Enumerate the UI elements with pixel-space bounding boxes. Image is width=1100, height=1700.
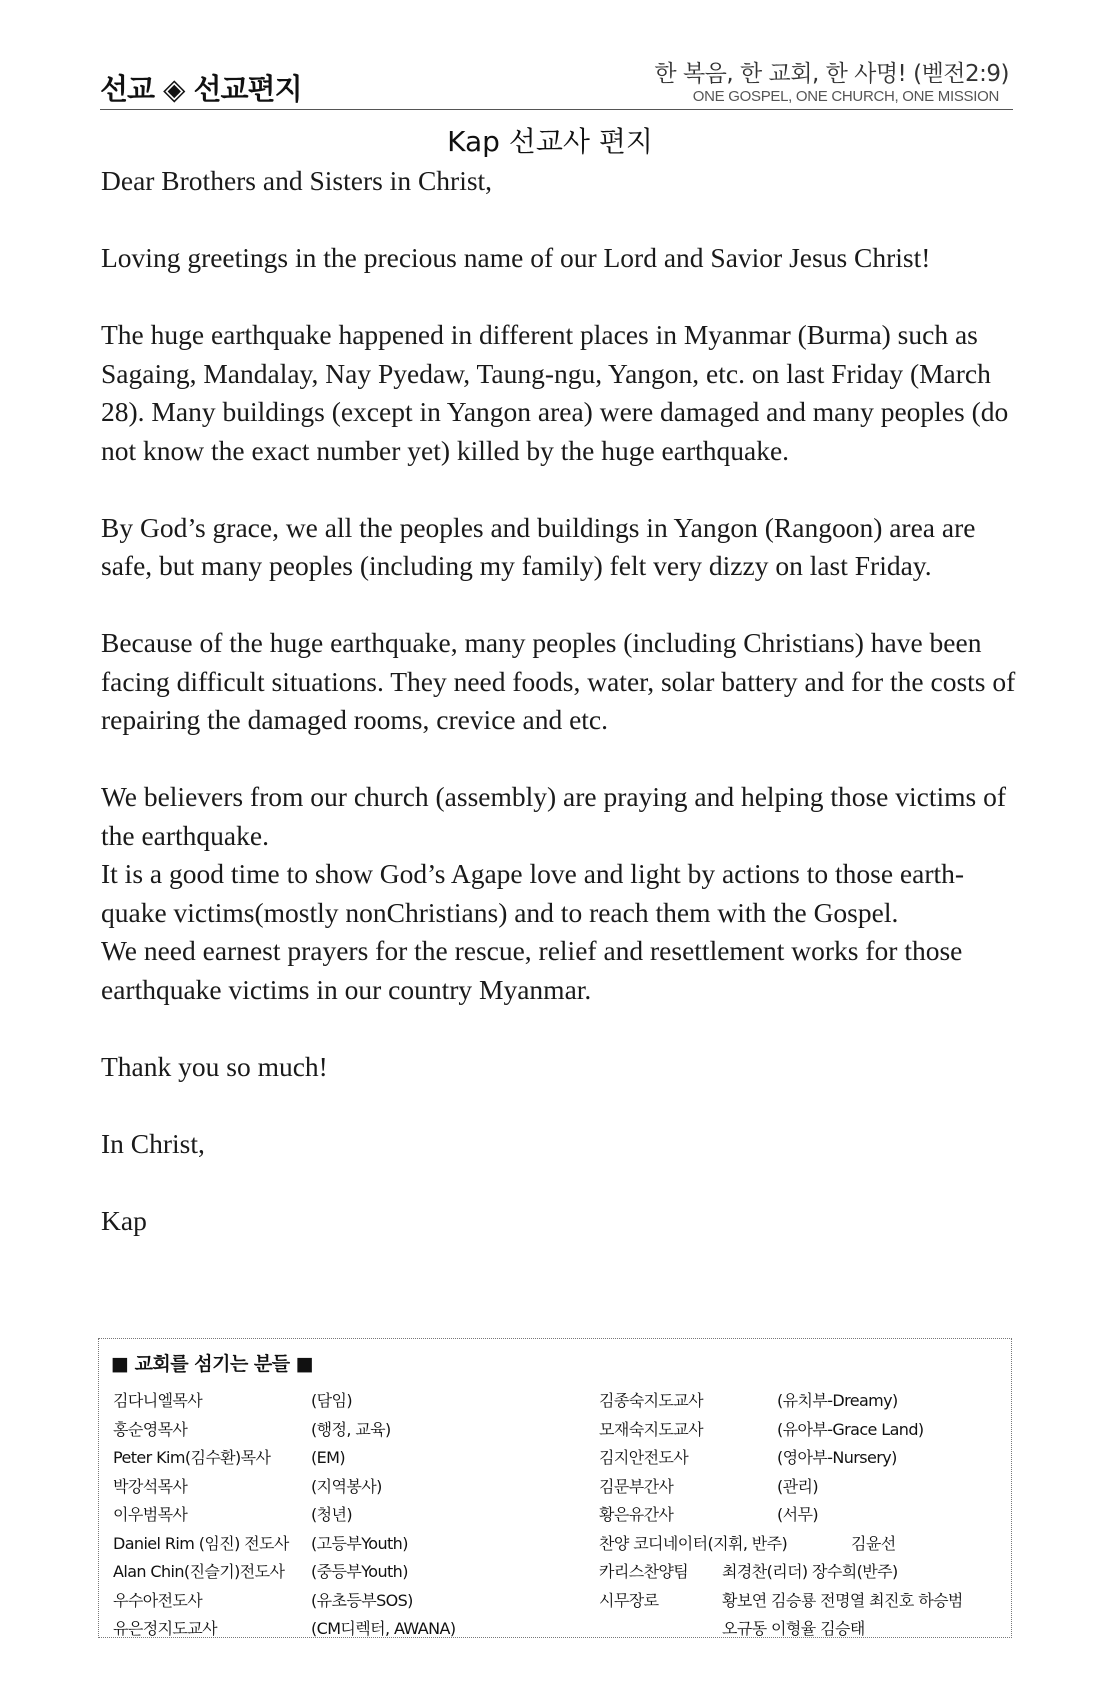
staff-name: 시무장로 <box>599 1590 659 1610</box>
staff-name: Alan Chin(진슬기)전도사 <box>113 1562 285 1581</box>
staff-role: (영아부-Nursery) <box>777 1448 897 1467</box>
staff-name: Daniel Rim (임진) 전도사 <box>113 1533 289 1553</box>
staff-column-right <box>599 1387 1009 1644</box>
staff-row <box>113 1387 553 1416</box>
letter-paragraph-3: Because of the huge earthquake, many peoples (including Christians) have been facing difficult situations. They need foods, water, solar battery and for the costs of repairing the damaged rooms, crevice and etc. <box>101 627 1016 735</box>
staff-row <box>599 1501 1009 1530</box>
staff-name: 카리스찬양팀 <box>599 1562 689 1581</box>
staff-name: 모재숙지도교사 <box>599 1419 703 1439</box>
staff-role: 최경찬(리더) 장수희(반주) <box>722 1562 898 1581</box>
staff-name: 김종숙지도교사 <box>599 1391 703 1410</box>
staff-row <box>599 1587 1009 1616</box>
letter-paragraph-1: The huge earthquake happened in different places in Myanmar (Burma) such as Sagaing, Mandalay, Nay Pyedaw, Taung-ngu, Yangon, etc. on last Friday (March 28). Many buildings (except in Yangon area) were damaged and many peoples (do not know the exact number yet) killed by the huge earthquake. <box>101 319 1009 466</box>
staff-role: (행정, 교육) <box>311 1419 391 1439</box>
staff-role: (담임) <box>311 1391 352 1410</box>
staff-row <box>113 1473 553 1502</box>
staff-role: (서무) <box>777 1505 818 1524</box>
staff-role: (지역봉사) <box>311 1476 382 1496</box>
staff-name: 홍순영목사 <box>113 1419 188 1439</box>
staff-column-left <box>113 1387 553 1644</box>
staff-role: (청년) <box>311 1505 352 1524</box>
staff-name: 이우범목사 <box>113 1505 188 1524</box>
section-title: 선교 ◈ 선교편지 <box>100 72 302 106</box>
staff-role: (유초등부SOS) <box>311 1590 413 1610</box>
staff-name: 김지안전도사 <box>599 1448 689 1467</box>
letter-salutation: Dear Brothers and Sisters in Christ, <box>101 165 493 196</box>
staff-row <box>599 1615 1009 1644</box>
staff-name: 김문부간사 <box>599 1476 674 1496</box>
staff-role: (EM) <box>311 1448 345 1467</box>
staff-role: 황보연 김승룡 전명열 최진호 하승범 <box>722 1590 963 1610</box>
staff-row <box>113 1587 553 1616</box>
letter-body <box>101 162 1021 1279</box>
staff-role: (유아부-Grace Land) <box>777 1419 924 1439</box>
letter-paragraph-4a: We believers from our church (assembly) are praying and helping those victims of the earthquake. <box>101 781 1007 851</box>
staff-role: (관리) <box>777 1476 818 1496</box>
staff-name: 유은정지도교사 <box>113 1619 217 1638</box>
motto-english: ONE GOSPEL, ONE CHURCH, ONE MISSION <box>692 88 999 105</box>
page-header <box>100 55 1013 110</box>
letter-thanks: Thank you so much! <box>101 1050 328 1082</box>
staff-role: (유치부-Dreamy) <box>777 1391 898 1410</box>
staff-name: Peter Kim(김수환)목사 <box>113 1448 271 1467</box>
staff-row <box>113 1558 553 1587</box>
letter-paragraph-2: By God’s grace, we all the peoples and buildings in Yangon (Rangoon) area are safe, but many peoples (including my family) felt very dizzy on last Friday. <box>101 511 976 581</box>
staff-row <box>599 1444 1009 1473</box>
staff-name: 찬양 코디네이터(지휘, 반주) <box>599 1533 788 1553</box>
staff-role: (CM디렉터, AWANA) <box>311 1619 456 1638</box>
staff-row <box>599 1530 1009 1559</box>
staff-row <box>599 1558 1009 1587</box>
staff-row <box>113 1444 553 1473</box>
staff-row <box>599 1387 1009 1416</box>
staff-name: 황은유간사 <box>599 1505 674 1524</box>
staff-row <box>113 1530 553 1559</box>
header-divider <box>100 109 1013 110</box>
letter-title: Kap 선교사 편지 <box>447 125 653 158</box>
letter-closing: In Christ, <box>101 1127 205 1159</box>
staff-role: (중등부Youth) <box>311 1562 408 1581</box>
staff-row <box>113 1416 553 1445</box>
staff-directory <box>98 1338 1012 1638</box>
staff-title: ■ 교회를 섬기는 분들 ■ <box>111 1353 314 1375</box>
staff-name: 김다니엘목사 <box>113 1391 203 1410</box>
motto: 한 복음, 한 교회, 한 사명! (벧전2:9) <box>654 61 1009 87</box>
staff-row <box>599 1416 1009 1445</box>
staff-name: 박강석목사 <box>113 1476 188 1496</box>
letter-paragraph-4c: We need earnest prayers for the rescue, relief and resettlement works for those earthquake victims in our country Myanmar. <box>101 935 963 1005</box>
staff-row <box>113 1501 553 1530</box>
letter-greeting: Loving greetings in the precious name of our Lord and Savior Jesus Christ! <box>101 242 931 273</box>
staff-role: (고등부Youth) <box>311 1533 408 1553</box>
staff-row <box>599 1473 1009 1502</box>
staff-role: 김윤선 <box>851 1533 896 1553</box>
staff-name: 우수아전도사 <box>113 1590 203 1610</box>
staff-row <box>113 1615 553 1644</box>
letter-signature: Kap <box>101 1204 147 1236</box>
staff-role: 오규동 이형율 김승태 <box>722 1619 865 1638</box>
letter-paragraph-4b: It is a good time to show God’s Agape love and light by actions to those earth-quake victims(mostly nonChristians) and to reach them with the Gospel. <box>101 858 965 928</box>
